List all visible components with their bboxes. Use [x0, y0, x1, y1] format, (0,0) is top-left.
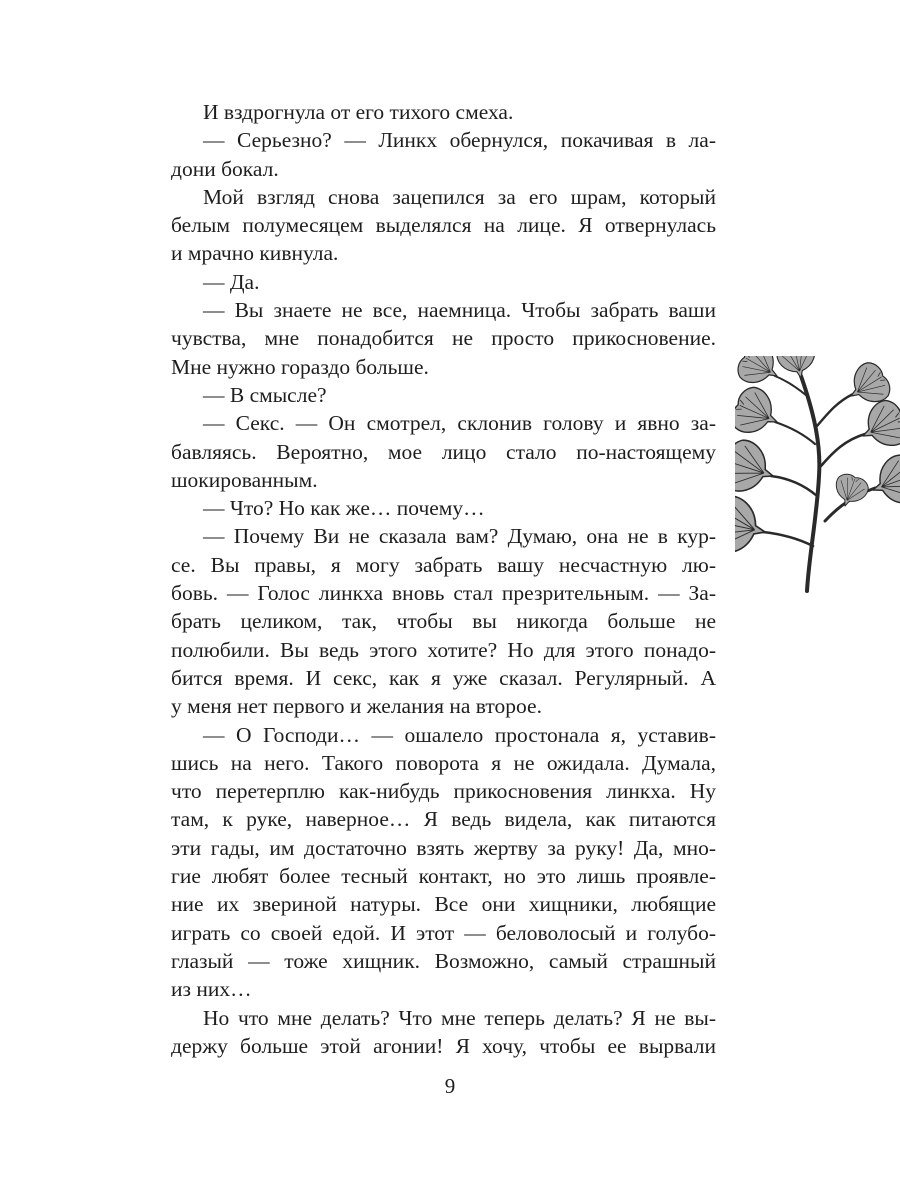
text-line: — В смысле?: [203, 382, 327, 407]
text-line: бавляясь. Вероятно, мое лицо стало по-настоящему: [171, 439, 716, 464]
text-line: — Что? Но как же… почему…: [203, 496, 485, 521]
body-text: [171, 98, 716, 1060]
text-line: эти гады, им достаточно взять жертву за руку! Да, мно-: [171, 835, 716, 860]
text-line: у меня нет первого и желания на второе.: [171, 694, 542, 719]
text-line: играть со своей едой. И этот — беловолосый и голубо-: [171, 920, 716, 945]
text-line: гие любят более тесный контакт, но это лишь проявле-: [171, 864, 716, 889]
text-line: И вздрогнула от его тихого смеха.: [203, 100, 514, 124]
text-line: бовь. — Голос линкха вновь стал презрительным. — За-: [171, 581, 716, 606]
page-number: 9: [444, 1074, 456, 1098]
text-line: се. Вы правы, я могу забрать вашу несчастную лю-: [171, 552, 716, 577]
text-line: Мой взгляд снова зацепился за его шрам, который: [203, 184, 716, 209]
text-line: из них…: [171, 977, 252, 1002]
text-line: чувства, мне понадобится не просто прикосновение.: [171, 326, 716, 351]
ginkgo-branch-icon: [735, 356, 900, 596]
text-line: там, к руке, наверное… Я ведь видела, как питаются: [171, 807, 716, 832]
text-line: — О Господи… — ошалело простонала я, уставив-: [203, 722, 716, 747]
text-line: — Да.: [203, 269, 260, 294]
text-line: — Почему Ви не сказала вам? Думаю, она не в кур-: [203, 524, 716, 549]
text-line: что перетерплю как-нибудь прикосновения линкха. Ну: [171, 779, 716, 804]
text-line: держу больше этой агонии! Я хочу, чтобы ее вырвали: [171, 1033, 716, 1058]
text-line: глазый — тоже хищник. Возможно, самый страшный: [171, 948, 716, 973]
text-line: шокированным.: [171, 467, 318, 492]
text-line: белым полумесяцем выделялся на лице. Я отвернулась: [171, 213, 716, 238]
text-line: — Вы знаете не все, наемница. Чтобы забрать ваши: [203, 298, 716, 323]
text-line: брать целиком, так, чтобы вы никогда больше не: [171, 609, 716, 634]
text-line: Но что мне делать? Что мне теперь делать? Я не вы-: [203, 1005, 716, 1030]
text-line: дони бокал.: [171, 156, 279, 181]
text-line: Мне нужно гораздо больше.: [171, 354, 429, 379]
text-line: бится время. И секс, как я уже сказал. Регулярный. А: [171, 665, 716, 690]
text-line: ние их звериной натуры. Все они хищники, любящие: [171, 892, 716, 917]
text-line: полюбили. Вы ведь этого хотите? Но для этого понадо-: [171, 637, 716, 662]
text-line: шись на него. Такого поворота я не ожидала. Думала,: [171, 750, 716, 775]
text-line: — Серьезно? — Линкх обернулся, покачивая в ла-: [203, 128, 716, 153]
text-line: — Секс. — Он смотрел, склонив голову и явно за-: [203, 411, 716, 436]
text-line: и мрачно кивнула.: [171, 241, 339, 266]
